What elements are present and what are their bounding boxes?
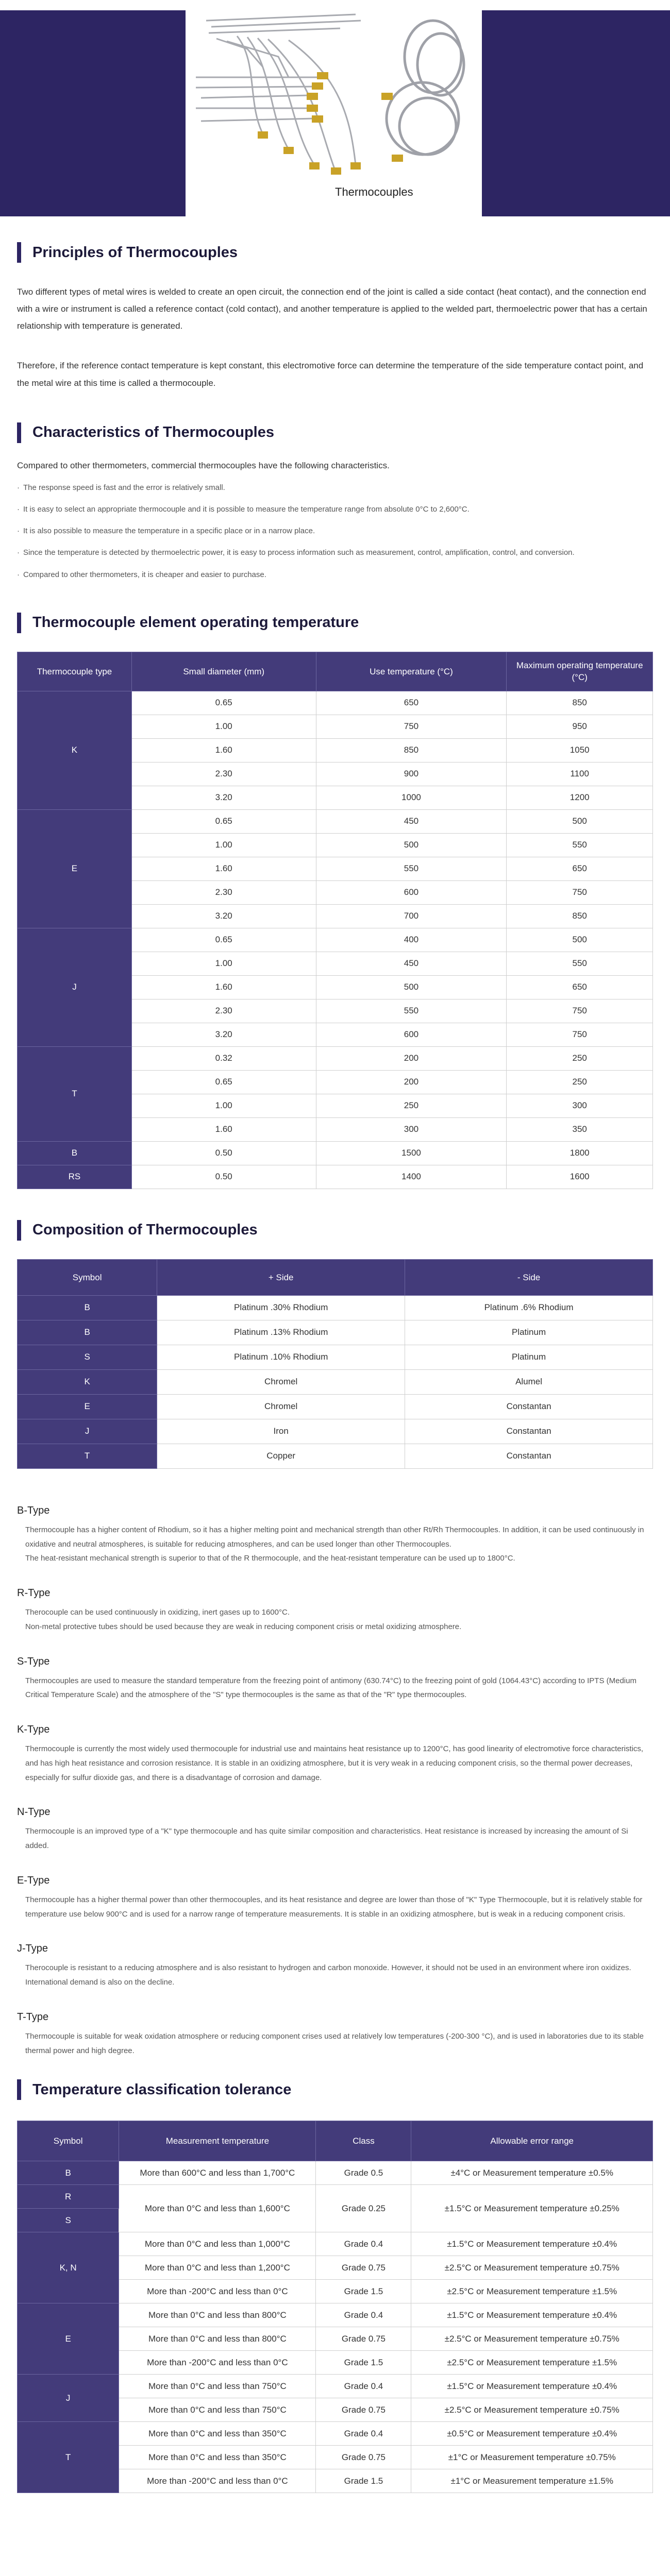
table-cell: Grade 0.4 bbox=[316, 2303, 411, 2327]
type-cell: RS bbox=[18, 1165, 132, 1189]
table-cell: Grade 0.75 bbox=[316, 2327, 411, 2351]
column-header: Use temperature (°C) bbox=[316, 652, 507, 691]
table-row bbox=[18, 2375, 653, 2398]
hero-caption: Thermocouples bbox=[335, 185, 413, 198]
type-description: Thermocouple has a higher content of Rhodium, so it has a higher melting point and mechanical strength than other Rt/Rh Thermocouples. In addition, it can be used continuously in oxidative and neutral atmospheres, is suitable for reducing atmospheres, and can be used longer than other Thermocouples. bbox=[25, 1525, 644, 1549]
table-cell: 550 bbox=[507, 952, 653, 975]
type-cell: T bbox=[18, 1046, 132, 1141]
heading-accent-bar bbox=[17, 422, 21, 443]
type-description: Non-metal protective tubes should be used because they are weak in reducing component crisis or metal oxidizing atmosphere. bbox=[25, 1622, 462, 1631]
type-description: Thermocouple is currently the most widely used thermocouple for industrial use and maintains heat resistance up to 1200°C, has good linearity of electromotive force characteristics, and has high heat resistance and corrosion resistance. It is stable in an oxidizing atmosphere, but it is very weak in a reducing component crisis, so the thermal power decreases, especially for sulfur dioxide gas, and there is a disadvantage of corrosion and damage. bbox=[25, 1744, 644, 1782]
table-cell: 2.30 bbox=[131, 880, 316, 904]
column-header: Measurement temperature bbox=[119, 2121, 316, 2161]
table-cell: Grade 0.75 bbox=[316, 2398, 411, 2422]
table-cell: Grade 0.75 bbox=[316, 2256, 411, 2280]
table-cell: 0.50 bbox=[131, 1165, 316, 1189]
table-row bbox=[18, 1345, 653, 1369]
table-cell: 3.20 bbox=[131, 1023, 316, 1046]
heading-accent-bar bbox=[17, 1220, 21, 1241]
symbol-cell: K bbox=[18, 1369, 157, 1394]
table-cell: 1.60 bbox=[131, 975, 316, 999]
table-cell: 700 bbox=[316, 904, 507, 928]
table-cell: Grade 0.4 bbox=[316, 2422, 411, 2446]
operating-temperature-section bbox=[17, 613, 653, 1189]
table-cell: 0.65 bbox=[131, 928, 316, 952]
list-item: · Since the temperature is detected by thermoelectric power, it is easy to process information such as measurement, control, amplification, control, and conversion. bbox=[17, 546, 653, 560]
table-cell: 1.60 bbox=[131, 1117, 316, 1141]
table-cell: ±1°C or Measurement temperature ±1.5% bbox=[411, 2469, 653, 2493]
column-header: Class bbox=[316, 2121, 411, 2161]
table-cell: ±2.5°C or Measurement temperature ±0.75% bbox=[411, 2398, 653, 2422]
type-title: E-Type bbox=[17, 1874, 50, 1886]
type-cell: J bbox=[18, 928, 132, 1046]
table-row bbox=[18, 1295, 653, 1320]
table-cell: Grade 0.4 bbox=[316, 2375, 411, 2398]
table-cell: 250 bbox=[316, 1094, 507, 1117]
table-cell: 850 bbox=[507, 904, 653, 928]
table-cell: Constantan bbox=[405, 1394, 653, 1419]
list-item: · Compared to other thermometers, it is cheaper and easier to purchase. bbox=[17, 568, 653, 582]
table-cell: ±1.5°C or Measurement temperature ±0.4% bbox=[411, 2375, 653, 2398]
table-cell: Platinum .13% Rhodium bbox=[157, 1320, 405, 1345]
table-row bbox=[18, 1419, 653, 1444]
table-cell: 500 bbox=[316, 833, 507, 857]
section-title: Characteristics of Thermocouples bbox=[32, 424, 274, 441]
table-cell: More than 600°C and less than 1,700°C bbox=[119, 2161, 316, 2185]
table-cell: More than 0°C and less than 750°C bbox=[119, 2398, 316, 2422]
table-row bbox=[18, 2232, 653, 2256]
table-cell: 1.60 bbox=[131, 857, 316, 880]
column-header: + Side bbox=[157, 1259, 405, 1295]
heading-accent-bar bbox=[17, 2079, 21, 2100]
symbol-cell: B bbox=[18, 2161, 119, 2185]
table-cell: More than 0°C and less than 1,000°C bbox=[119, 2232, 316, 2256]
column-header: Small diameter (mm) bbox=[131, 652, 316, 691]
table-row bbox=[18, 809, 653, 833]
section-title: Composition of Thermocouples bbox=[32, 1222, 258, 1239]
table-cell: Copper bbox=[157, 1444, 405, 1468]
symbol-cell: T bbox=[18, 2422, 119, 2493]
characteristics-list bbox=[17, 481, 653, 582]
table-cell: Platinum bbox=[405, 1320, 653, 1345]
table-cell: Grade 0.4 bbox=[316, 2232, 411, 2256]
symbol-cell: B bbox=[18, 1320, 157, 1345]
table-row bbox=[18, 2185, 653, 2209]
main-content bbox=[17, 242, 653, 2493]
table-row bbox=[18, 691, 653, 715]
table-cell: 250 bbox=[507, 1070, 653, 1094]
table-cell: 300 bbox=[507, 1094, 653, 1117]
table-cell: 400 bbox=[316, 928, 507, 952]
table-cell: 3.20 bbox=[131, 904, 316, 928]
hero-band-left bbox=[0, 10, 186, 216]
column-header: Symbol bbox=[18, 2121, 119, 2161]
table-cell: 600 bbox=[316, 880, 507, 904]
table-cell: More than -200°C and less than 0°C bbox=[119, 2469, 316, 2493]
table-header-row bbox=[18, 2121, 653, 2161]
table-cell: 2.30 bbox=[131, 999, 316, 1023]
table-cell: 750 bbox=[507, 999, 653, 1023]
table-cell: ±2.5°C or Measurement temperature ±1.5% bbox=[411, 2351, 653, 2375]
characteristics-section bbox=[17, 422, 653, 582]
table-cell: Grade 0.75 bbox=[316, 2446, 411, 2469]
table-cell: 650 bbox=[507, 975, 653, 999]
table-cell: More than 0°C and less than 350°C bbox=[119, 2446, 316, 2469]
table-cell: 1.00 bbox=[131, 715, 316, 738]
section-title: Principles of Thermocouples bbox=[32, 244, 238, 261]
list-item: · The response speed is fast and the error is relatively small. bbox=[17, 481, 653, 495]
table-cell: More than 0°C and less than 350°C bbox=[119, 2422, 316, 2446]
table-cell: 550 bbox=[507, 833, 653, 857]
thermocouple-type-block bbox=[17, 1505, 653, 1566]
table-cell: 1.00 bbox=[131, 1094, 316, 1117]
operating-temperature-table bbox=[17, 652, 653, 1189]
table-cell: 850 bbox=[316, 738, 507, 762]
table-cell: ±1.5°C or Measurement temperature ±0.4% bbox=[411, 2232, 653, 2256]
thermocouple-type-block bbox=[17, 1806, 653, 1853]
table-cell: 1.00 bbox=[131, 833, 316, 857]
table-cell: 1.60 bbox=[131, 738, 316, 762]
table-cell: Grade 1.5 bbox=[316, 2351, 411, 2375]
table-cell: 1500 bbox=[316, 1141, 507, 1165]
table-cell: 450 bbox=[316, 809, 507, 833]
symbol-cell: E bbox=[18, 2303, 119, 2375]
table-row bbox=[18, 1165, 653, 1189]
composition-table bbox=[17, 1259, 653, 1469]
table-cell: 1050 bbox=[507, 738, 653, 762]
section-heading bbox=[17, 613, 653, 633]
table-cell: 500 bbox=[507, 809, 653, 833]
table-cell: 0.32 bbox=[131, 1046, 316, 1070]
type-title: K-Type bbox=[17, 1724, 50, 1736]
thermocouple-type-block bbox=[17, 1656, 653, 1703]
thermocouple-type-block bbox=[17, 1724, 653, 1785]
table-cell: Constantan bbox=[405, 1419, 653, 1444]
table-cell: ±4°C or Measurement temperature ±0.5% bbox=[411, 2161, 653, 2185]
symbol-cell: S bbox=[18, 2209, 119, 2232]
hero-band-right bbox=[482, 10, 670, 216]
type-description: Therocouple can be used continuously in oxidizing, inert gases up to 1600°C. bbox=[25, 1608, 290, 1617]
table-cell: 900 bbox=[316, 762, 507, 786]
table-cell: 1600 bbox=[507, 1165, 653, 1189]
thermocouple-type-block bbox=[17, 1875, 653, 1922]
section-heading bbox=[17, 422, 653, 443]
table-cell: Grade 0.25 bbox=[316, 2185, 411, 2232]
table-cell: 1.00 bbox=[131, 952, 316, 975]
table-row bbox=[18, 1141, 653, 1165]
symbol-cell: K, N bbox=[18, 2232, 119, 2303]
table-cell: 350 bbox=[507, 1117, 653, 1141]
section-heading bbox=[17, 2079, 653, 2100]
characteristics-intro: Compared to other thermometers, commercial thermocouples have the following characteristics. bbox=[17, 460, 390, 470]
type-cell: K bbox=[18, 691, 132, 809]
type-cell: B bbox=[18, 1141, 132, 1165]
table-cell: 500 bbox=[316, 975, 507, 999]
table-row bbox=[18, 1046, 653, 1070]
type-description: Therocouple is resistant to a reducing atmosphere and is also resistant to hydrogen and carbon monoxide. However, it should not be used in an environment where iron oxidizes. International demand is also on the decline. bbox=[25, 1963, 631, 1987]
composition-section bbox=[17, 1220, 653, 1469]
table-cell: Platinum .6% Rhodium bbox=[405, 1295, 653, 1320]
table-row bbox=[18, 928, 653, 952]
hero-banner bbox=[0, 0, 670, 216]
principles-paragraph-2: Therefore, if the reference contact temperature is kept constant, this electromotive force can determine the temperature of the side temperature contact point, and the metal wire at this time is called a thermocouple. bbox=[17, 361, 644, 388]
table-cell: Grade 0.5 bbox=[316, 2161, 411, 2185]
table-cell: Grade 1.5 bbox=[316, 2469, 411, 2493]
table-cell: More than -200°C and less than 0°C bbox=[119, 2351, 316, 2375]
type-title: N-Type bbox=[17, 1806, 51, 1818]
column-header: Maximum operating temperature (°C) bbox=[507, 652, 653, 691]
table-row bbox=[18, 2422, 653, 2446]
table-cell: ±2.5°C or Measurement temperature ±1.5% bbox=[411, 2280, 653, 2303]
table-cell: ±1°C or Measurement temperature ±0.75% bbox=[411, 2446, 653, 2469]
table-cell: 1100 bbox=[507, 762, 653, 786]
symbol-cell: S bbox=[18, 1345, 157, 1369]
table-cell: 0.65 bbox=[131, 1070, 316, 1094]
section-heading bbox=[17, 1220, 653, 1241]
list-item: · It is easy to select an appropriate thermocouple and it is possible to measure the temperature range from absolute 0°C to 2,600°C. bbox=[17, 503, 653, 516]
thermocouple-types-section bbox=[17, 1505, 653, 2058]
table-cell: 1400 bbox=[316, 1165, 507, 1189]
table-cell: 3.20 bbox=[131, 786, 316, 809]
table-cell: 250 bbox=[507, 1046, 653, 1070]
table-cell: 550 bbox=[316, 857, 507, 880]
symbol-cell: B bbox=[18, 1295, 157, 1320]
thermocouple-type-block bbox=[17, 1587, 653, 1634]
table-cell: 0.65 bbox=[131, 691, 316, 715]
table-cell: Platinum .30% Rhodium bbox=[157, 1295, 405, 1320]
principles-paragraph-1: Two different types of metal wires is welded to create an open circuit, the connection end of the joint is called a side contact (heat contact), and the connection end with a wire or instrument is called a reference contact (cold contact), and another temperature is applied to the welded part, thermoelectric power that has a certain relationship with temperature is generated. bbox=[17, 287, 647, 331]
table-cell: More than 0°C and less than 800°C bbox=[119, 2327, 316, 2351]
table-cell: 0.50 bbox=[131, 1141, 316, 1165]
table-cell: 550 bbox=[316, 999, 507, 1023]
type-title: R-Type bbox=[17, 1587, 51, 1599]
list-item: · It is also possible to measure the temperature in a specific place or in a narrow place. bbox=[17, 524, 653, 538]
symbol-cell: R bbox=[18, 2185, 119, 2209]
table-row bbox=[18, 1320, 653, 1345]
symbol-cell: J bbox=[18, 1419, 157, 1444]
heading-accent-bar bbox=[17, 242, 21, 263]
section-heading bbox=[17, 242, 653, 263]
thermocouple-wires-illustration bbox=[186, 0, 482, 216]
table-cell: Grade 1.5 bbox=[316, 2280, 411, 2303]
table-cell: 2.30 bbox=[131, 762, 316, 786]
table-cell: More than 0°C and less than 800°C bbox=[119, 2303, 316, 2327]
table-cell: More than 0°C and less than 750°C bbox=[119, 2375, 316, 2398]
table-cell: 200 bbox=[316, 1070, 507, 1094]
tolerance-section bbox=[17, 2079, 653, 2493]
table-cell: 1200 bbox=[507, 786, 653, 809]
table-cell: ±0.5°C or Measurement temperature ±0.4% bbox=[411, 2422, 653, 2446]
type-description: Thermocouples are used to measure the standard temperature from the freezing point of antimony (630.74°C) to the freezing point of gold (1064.43°C) according to IPTS (Medium Critical Temperature Scale) and the atmosphere of the "S" type thermocouples is the same as that of the "R" type thermocouples. bbox=[25, 1676, 636, 1700]
table-cell: 300 bbox=[316, 1117, 507, 1141]
table-row bbox=[18, 2303, 653, 2327]
table-row bbox=[18, 1394, 653, 1419]
table-cell: 750 bbox=[507, 880, 653, 904]
type-description: Thermocouple has a higher thermal power than other thermocouples, and its heat resistance and degree are lower than those of "K" Type Thermocouple, but it is relatively stable for temperature use below 900°C and is used for a narrow range of temperature measurements. It is stable in an oxidizing atmosphere, but is weak in a reducing component crisis. bbox=[25, 1895, 643, 1919]
table-cell: Platinum .10% Rhodium bbox=[157, 1345, 405, 1369]
type-description: Thermocouple is suitable for weak oxidation atmosphere or reducing component crises used at relatively low temperatures (-200-300 °C), and is used in laboratories due to its stable thermal power and high degree. bbox=[25, 2031, 644, 2055]
table-cell: ±1.5°C or Measurement temperature ±0.4% bbox=[411, 2303, 653, 2327]
table-cell: ±2.5°C or Measurement temperature ±0.75% bbox=[411, 2327, 653, 2351]
table-row bbox=[18, 2161, 653, 2185]
table-header-row bbox=[18, 652, 653, 691]
table-cell: 200 bbox=[316, 1046, 507, 1070]
table-cell: 1000 bbox=[316, 786, 507, 809]
table-cell: ±1.5°C or Measurement temperature ±0.25% bbox=[411, 2185, 653, 2232]
type-cell: E bbox=[18, 809, 132, 928]
heading-accent-bar bbox=[17, 613, 21, 633]
symbol-cell: E bbox=[18, 1394, 157, 1419]
type-title: J-Type bbox=[17, 1943, 48, 1955]
principles-section bbox=[17, 242, 653, 392]
table-cell: Iron bbox=[157, 1419, 405, 1444]
table-cell: 650 bbox=[316, 691, 507, 715]
thermocouples-photo bbox=[186, 0, 482, 216]
section-title: Thermocouple element operating temperature bbox=[32, 614, 359, 631]
type-title: T-Type bbox=[17, 2011, 49, 2023]
table-cell: Alumel bbox=[405, 1369, 653, 1394]
column-header: - Side bbox=[405, 1259, 653, 1295]
table-cell: Platinum bbox=[405, 1345, 653, 1369]
thermocouple-type-block bbox=[17, 2011, 653, 2058]
column-header: Thermocouple type bbox=[18, 652, 132, 691]
table-row bbox=[18, 1444, 653, 1468]
table-cell: More than -200°C and less than 0°C bbox=[119, 2280, 316, 2303]
table-cell: 950 bbox=[507, 715, 653, 738]
tolerance-table bbox=[17, 2121, 653, 2493]
table-header-row bbox=[18, 1259, 653, 1295]
table-cell: More than 0°C and less than 1,200°C bbox=[119, 2256, 316, 2280]
table-cell: 750 bbox=[507, 1023, 653, 1046]
type-title: B-Type bbox=[17, 1504, 50, 1516]
table-cell: ±2.5°C or Measurement temperature ±0.75% bbox=[411, 2256, 653, 2280]
symbol-cell: J bbox=[18, 2375, 119, 2422]
table-cell: Chromel bbox=[157, 1394, 405, 1419]
table-cell: Chromel bbox=[157, 1369, 405, 1394]
thermocouple-type-block bbox=[17, 1943, 653, 1990]
table-cell: 600 bbox=[316, 1023, 507, 1046]
type-description: Thermocouple is an improved type of a "K" type thermocouple and has quite similar composition and characteristics. Heat resistance is increased by increasing the amount of Si added. bbox=[25, 1827, 628, 1851]
table-cell: 850 bbox=[507, 691, 653, 715]
table-cell: 650 bbox=[507, 857, 653, 880]
table-row bbox=[18, 1369, 653, 1394]
section-title: Temperature classification tolerance bbox=[32, 2081, 292, 2098]
column-header: Allowable error range bbox=[411, 2121, 653, 2161]
table-cell: 450 bbox=[316, 952, 507, 975]
table-cell: 500 bbox=[507, 928, 653, 952]
table-cell: 0.65 bbox=[131, 809, 316, 833]
table-cell: 750 bbox=[316, 715, 507, 738]
table-cell: Constantan bbox=[405, 1444, 653, 1468]
column-header: Symbol bbox=[18, 1259, 157, 1295]
symbol-cell: T bbox=[18, 1444, 157, 1468]
type-title: S-Type bbox=[17, 1655, 50, 1667]
table-cell: More than 0°C and less than 1,600°C bbox=[119, 2185, 316, 2232]
type-description: The heat-resistant mechanical strength is superior to that of the R thermocouple, and the heat-resistant temperature can be used up to 1800°C. bbox=[25, 1554, 515, 1563]
table-cell: 1800 bbox=[507, 1141, 653, 1165]
